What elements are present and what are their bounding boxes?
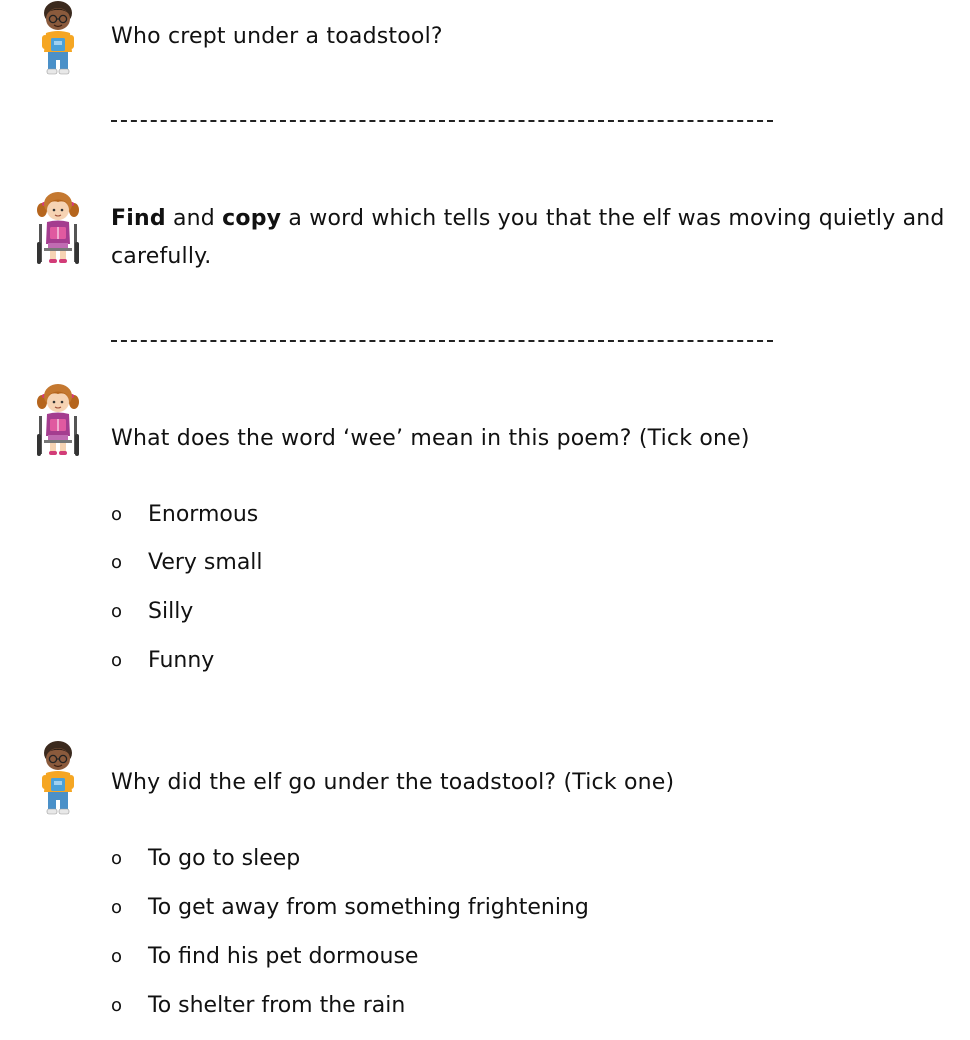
- tick-bullet-icon[interactable]: o: [111, 650, 123, 671]
- option-label: Funny: [148, 648, 215, 673]
- option-to-go-to-sleep[interactable]: [111, 844, 300, 874]
- tick-bullet-icon[interactable]: o: [111, 946, 123, 967]
- option-very-small[interactable]: [111, 548, 263, 578]
- answer-line-2[interactable]: [111, 340, 773, 342]
- option-to-get-away[interactable]: [111, 893, 589, 923]
- question-2-text: [111, 200, 951, 276]
- option-label: Very small: [148, 550, 263, 575]
- girl-wheelchair-reading-icon: [34, 382, 82, 460]
- option-enormous[interactable]: [111, 500, 258, 530]
- find-keyword: Find: [111, 206, 166, 231]
- option-label: Silly: [148, 599, 194, 624]
- girl-wheelchair-reading-icon: [34, 190, 82, 268]
- tick-bullet-icon[interactable]: o: [111, 552, 123, 573]
- question-3-text: What does the word ‘wee’ mean in this poem? (Tick one): [111, 426, 750, 451]
- question-4-text: Why did the elf go under the toadstool? (Tick one): [111, 770, 675, 795]
- option-silly[interactable]: [111, 597, 193, 627]
- option-label: Enormous: [148, 502, 259, 527]
- option-label: To get away from something frightening: [148, 895, 589, 920]
- option-funny[interactable]: [111, 646, 214, 676]
- option-label: To shelter from the rain: [148, 993, 406, 1018]
- answer-line-1[interactable]: [111, 120, 773, 122]
- tick-bullet-icon[interactable]: o: [111, 995, 123, 1016]
- tick-bullet-icon[interactable]: o: [111, 848, 123, 869]
- question-1-text: Who crept under a toadstool?: [111, 24, 443, 49]
- tick-bullet-icon[interactable]: o: [111, 601, 123, 622]
- and-word: and: [165, 206, 223, 231]
- copy-keyword: copy: [222, 206, 282, 231]
- question-2-rest: a word which tells you that the elf was moving quietly and carefully.: [111, 206, 945, 269]
- option-to-find-dormouse[interactable]: [111, 942, 418, 972]
- tick-bullet-icon[interactable]: o: [111, 504, 123, 525]
- option-to-shelter[interactable]: [111, 991, 405, 1021]
- boy-reading-icon: [34, 740, 82, 818]
- tick-bullet-icon[interactable]: o: [111, 897, 123, 918]
- option-label: To go to sleep: [148, 846, 301, 871]
- boy-reading-icon: [34, 0, 82, 78]
- option-label: To find his pet dormouse: [148, 944, 419, 969]
